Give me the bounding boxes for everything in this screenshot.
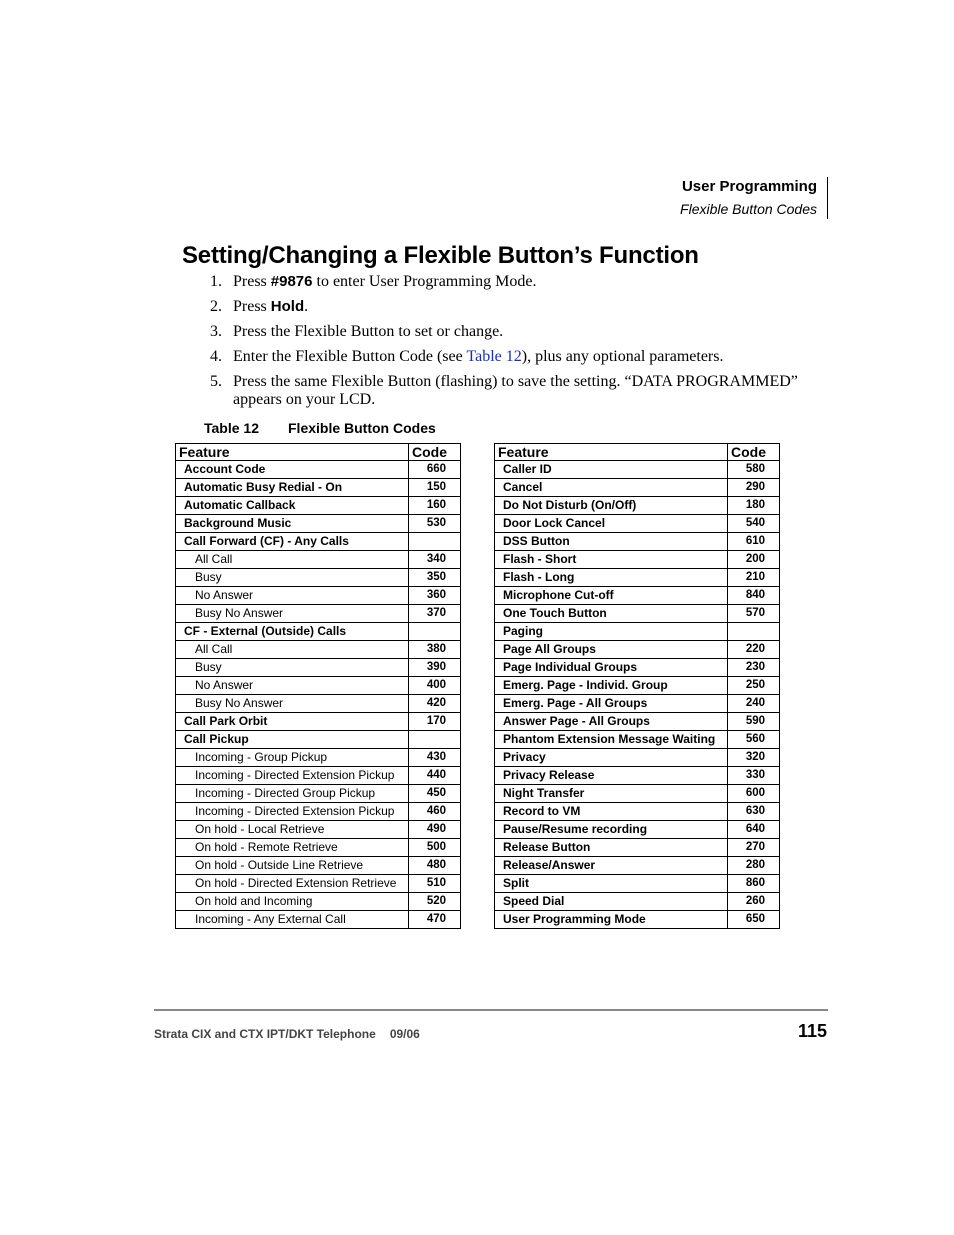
- feature-cell: On hold - Remote Retrieve: [176, 839, 409, 857]
- code-cell: 610: [728, 533, 780, 551]
- feature-cell: Background Music: [176, 515, 409, 533]
- table-row: [176, 893, 461, 911]
- feature-cell: Page All Groups: [495, 641, 728, 659]
- feature-cell: Busy No Answer: [176, 605, 409, 623]
- step-number: 2.: [210, 298, 222, 315]
- feature-cell: On hold and Incoming: [176, 893, 409, 911]
- code-cell: 590: [728, 713, 780, 731]
- code-cell: 320: [728, 749, 780, 767]
- code-cell: 290: [728, 479, 780, 497]
- feature-cell: All Call: [176, 551, 409, 569]
- table-row: [176, 713, 461, 731]
- code-cell: 540: [728, 515, 780, 533]
- table-row: [495, 533, 780, 551]
- feature-cell: Call Forward (CF) - Any Calls: [176, 533, 409, 551]
- code-cell: 360: [409, 587, 461, 605]
- code-cell: 430: [409, 749, 461, 767]
- table-row: [495, 713, 780, 731]
- feature-cell: Busy No Answer: [176, 695, 409, 713]
- col-header-code: Code: [409, 444, 461, 461]
- code-cell: [409, 623, 461, 641]
- code-cell: 260: [728, 893, 780, 911]
- code-cell: 840: [728, 587, 780, 605]
- step-text: to enter User Programming Mode.: [312, 273, 537, 290]
- codes-table-left: [175, 443, 461, 929]
- code-cell: 200: [728, 551, 780, 569]
- table-row: [176, 479, 461, 497]
- feature-cell: Account Code: [176, 461, 409, 479]
- feature-cell: Busy: [176, 659, 409, 677]
- feature-cell: Record to VM: [495, 803, 728, 821]
- table-row: [176, 587, 461, 605]
- feature-cell: No Answer: [176, 677, 409, 695]
- code-cell: 210: [728, 569, 780, 587]
- step-key-label: Hold: [270, 298, 305, 315]
- code-cell: 340: [409, 551, 461, 569]
- code-cell: 470: [409, 911, 461, 929]
- feature-cell: Incoming - Directed Extension Pickup: [176, 767, 409, 785]
- feature-cell: Door Lock Cancel: [495, 515, 728, 533]
- table-row: [495, 623, 780, 641]
- table-row: [495, 479, 780, 497]
- table-row: [176, 515, 461, 533]
- code-cell: 500: [409, 839, 461, 857]
- step-number: 4.: [210, 348, 222, 365]
- table-row: [176, 641, 461, 659]
- code-cell: 240: [728, 695, 780, 713]
- code-cell: 650: [728, 911, 780, 929]
- table-header-row: [176, 444, 461, 461]
- col-header-feature: Feature: [176, 444, 409, 461]
- procedure-steps: [210, 273, 810, 416]
- feature-cell: Night Transfer: [495, 785, 728, 803]
- step-number: 1.: [210, 273, 222, 290]
- table-row: [495, 569, 780, 587]
- code-cell: 330: [728, 767, 780, 785]
- page-number: 115: [797, 1021, 827, 1041]
- feature-cell: Incoming - Directed Extension Pickup: [176, 803, 409, 821]
- footer-doc-info: [154, 1026, 420, 1042]
- step-item: [210, 348, 810, 366]
- step-number: 5.: [210, 373, 222, 390]
- table-row: [176, 461, 461, 479]
- step-text: Press: [233, 298, 271, 315]
- feature-cell: Microphone Cut-off: [495, 587, 728, 605]
- feature-cell: Flash - Short: [495, 551, 728, 569]
- code-cell: 170: [409, 713, 461, 731]
- code-cell: 520: [409, 893, 461, 911]
- code-cell: 230: [728, 659, 780, 677]
- feature-cell: Release Button: [495, 839, 728, 857]
- table-caption: [204, 419, 436, 437]
- table-row: [495, 677, 780, 695]
- table-row: [176, 731, 461, 749]
- table-row: [495, 695, 780, 713]
- feature-cell: Call Pickup: [176, 731, 409, 749]
- table-row: [495, 731, 780, 749]
- table-row: [495, 587, 780, 605]
- table-row: [176, 857, 461, 875]
- code-cell: 250: [728, 677, 780, 695]
- code-cell: 280: [728, 857, 780, 875]
- feature-cell: Paging: [495, 623, 728, 641]
- table-row: [176, 533, 461, 551]
- feature-cell: On hold - Directed Extension Retrieve: [176, 875, 409, 893]
- table-row: [495, 875, 780, 893]
- table-row: [176, 911, 461, 929]
- code-cell: 660: [409, 461, 461, 479]
- feature-cell: Do Not Disturb (On/Off): [495, 497, 728, 515]
- table-row: [176, 605, 461, 623]
- step-text: Press the Flexible Button to set or change.: [233, 323, 504, 340]
- code-cell: 460: [409, 803, 461, 821]
- table-caption-label: Table 12: [204, 420, 259, 436]
- feature-cell: Cancel: [495, 479, 728, 497]
- table-row: [495, 749, 780, 767]
- code-cell: 860: [728, 875, 780, 893]
- code-cell: 630: [728, 803, 780, 821]
- table-row: [495, 911, 780, 929]
- header-subsection-title: Flexible Button Codes: [680, 201, 817, 217]
- feature-cell: Automatic Busy Redial - On: [176, 479, 409, 497]
- feature-cell: Pause/Resume recording: [495, 821, 728, 839]
- table-row: [495, 605, 780, 623]
- table-row: [176, 767, 461, 785]
- step-text: ), plus any optional parameters.: [521, 348, 724, 365]
- footer-divider: [154, 1009, 828, 1011]
- table-row: [176, 569, 461, 587]
- feature-cell: Emerg. Page - Individ. Group: [495, 677, 728, 695]
- feature-cell: No Answer: [176, 587, 409, 605]
- table-row: [176, 695, 461, 713]
- feature-cell: Caller ID: [495, 461, 728, 479]
- table-row: [495, 803, 780, 821]
- footer-doc-title: Strata CIX and CTX IPT/DKT Telephone: [154, 1027, 376, 1041]
- table-reference-link[interactable]: Table 12: [466, 348, 522, 365]
- feature-cell: Call Park Orbit: [176, 713, 409, 731]
- table-caption-title: Flexible Button Codes: [288, 420, 436, 436]
- feature-cell: Phantom Extension Message Waiting: [495, 731, 728, 749]
- table-row: [176, 875, 461, 893]
- table-row: [495, 497, 780, 515]
- col-header-code: Code: [728, 444, 780, 461]
- code-cell: 350: [409, 569, 461, 587]
- feature-cell: CF - External (Outside) Calls: [176, 623, 409, 641]
- table-row: [495, 857, 780, 875]
- code-cell: 270: [728, 839, 780, 857]
- table-row: [495, 893, 780, 911]
- feature-cell: Page Individual Groups: [495, 659, 728, 677]
- feature-cell: Release/Answer: [495, 857, 728, 875]
- feature-cell: Privacy: [495, 749, 728, 767]
- table-row: [176, 551, 461, 569]
- code-cell: 450: [409, 785, 461, 803]
- code-cell: 640: [728, 821, 780, 839]
- code-cell: 530: [409, 515, 461, 533]
- code-cell: 440: [409, 767, 461, 785]
- table-row: [176, 749, 461, 767]
- code-cell: 380: [409, 641, 461, 659]
- table-row: [176, 839, 461, 857]
- step-number: 3.: [210, 323, 222, 340]
- feature-cell: Flash - Long: [495, 569, 728, 587]
- code-cell: [728, 623, 780, 641]
- step-text: Press: [233, 273, 271, 290]
- header-section-title: User Programming: [681, 178, 817, 195]
- code-cell: 490: [409, 821, 461, 839]
- feature-cell: Answer Page - All Groups: [495, 713, 728, 731]
- table-row: [176, 803, 461, 821]
- code-cell: 580: [728, 461, 780, 479]
- feature-cell: Privacy Release: [495, 767, 728, 785]
- feature-cell: On hold - Outside Line Retrieve: [176, 857, 409, 875]
- code-cell: 510: [409, 875, 461, 893]
- code-cell: 220: [728, 641, 780, 659]
- feature-cell: Busy: [176, 569, 409, 587]
- table-header-row: [495, 444, 780, 461]
- feature-cell: User Programming Mode: [495, 911, 728, 929]
- step-key-label: #9876: [270, 273, 313, 290]
- feature-cell: Split: [495, 875, 728, 893]
- table-row: [495, 839, 780, 857]
- code-cell: 150: [409, 479, 461, 497]
- feature-cell: All Call: [176, 641, 409, 659]
- table-row: [495, 551, 780, 569]
- feature-cell: Incoming - Group Pickup: [176, 749, 409, 767]
- code-cell: 480: [409, 857, 461, 875]
- code-cell: [409, 731, 461, 749]
- step-item: [210, 298, 810, 316]
- table-row: [495, 767, 780, 785]
- code-cell: 160: [409, 497, 461, 515]
- step-text: Enter the Flexible Button Code (see: [233, 348, 467, 365]
- code-cell: 370: [409, 605, 461, 623]
- step-item: [210, 323, 810, 341]
- col-header-feature: Feature: [495, 444, 728, 461]
- codes-table-right: [494, 443, 780, 929]
- table-row: [176, 677, 461, 695]
- table-row: [176, 785, 461, 803]
- feature-cell: Emerg. Page - All Groups: [495, 695, 728, 713]
- table-row: [495, 659, 780, 677]
- table-row: [495, 821, 780, 839]
- page-title: Setting/Changing a Flexible Button’s Function: [182, 242, 699, 269]
- code-cell: 560: [728, 731, 780, 749]
- table-row: [176, 623, 461, 641]
- table-row: [495, 461, 780, 479]
- feature-cell: On hold - Local Retrieve: [176, 821, 409, 839]
- step-item: [210, 373, 810, 409]
- code-cell: 400: [409, 677, 461, 695]
- feature-cell: DSS Button: [495, 533, 728, 551]
- table-row: [495, 785, 780, 803]
- table-row: [176, 659, 461, 677]
- running-header: [680, 177, 828, 219]
- footer-date: 09/06: [389, 1027, 420, 1041]
- code-cell: 570: [728, 605, 780, 623]
- code-cell: 180: [728, 497, 780, 515]
- feature-cell: Speed Dial: [495, 893, 728, 911]
- table-row: [176, 497, 461, 515]
- feature-cell: Automatic Callback: [176, 497, 409, 515]
- step-item: [210, 273, 810, 291]
- step-text: .: [304, 298, 309, 315]
- feature-cell: One Touch Button: [495, 605, 728, 623]
- step-text: Press the same Flexible Button (flashing) to save the setting. “DATA PROGRAMMED” appears on your LCD.: [233, 373, 798, 408]
- code-cell: 390: [409, 659, 461, 677]
- code-cell: [409, 533, 461, 551]
- feature-cell: Incoming - Any External Call: [176, 911, 409, 929]
- table-row: [176, 821, 461, 839]
- code-cell: 600: [728, 785, 780, 803]
- table-row: [495, 641, 780, 659]
- feature-cell: Incoming - Directed Group Pickup: [176, 785, 409, 803]
- table-row: [495, 515, 780, 533]
- code-cell: 420: [409, 695, 461, 713]
